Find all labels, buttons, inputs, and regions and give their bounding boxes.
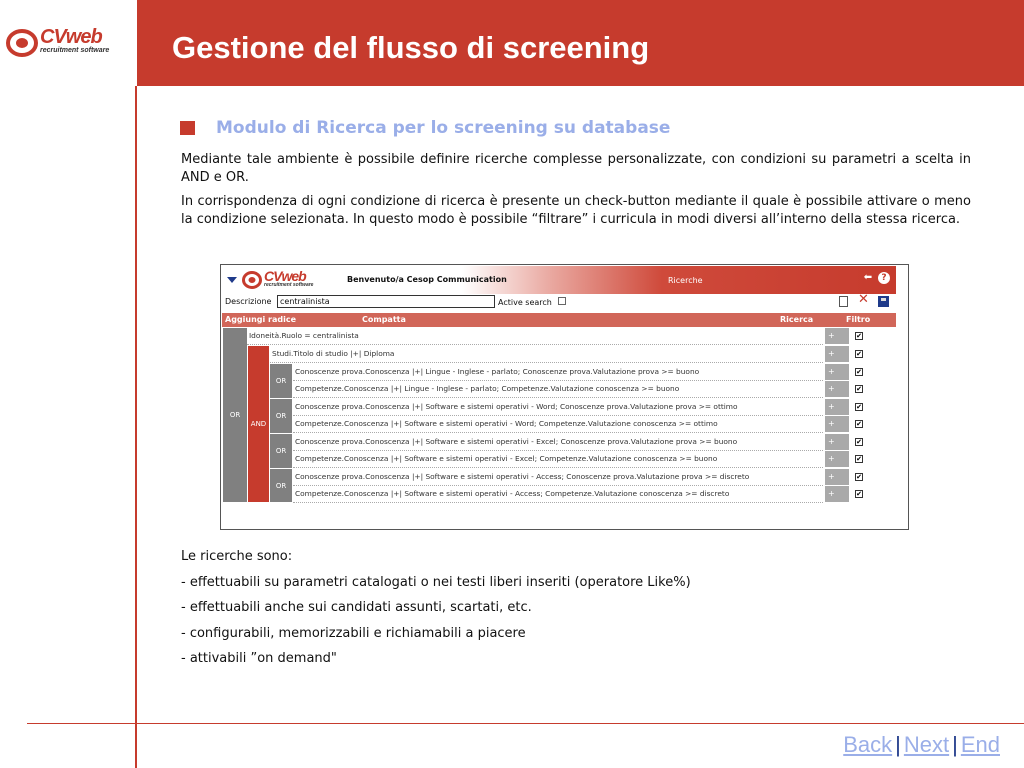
end-link[interactable]: End	[960, 732, 1000, 757]
filter-checkbox[interactable]: ✔	[856, 368, 862, 376]
condition-row[interactable]: Conoscenze prova.Conoscenza |+| Software e sistemi operativi - Word; Conoscenze prova.Valutazione prova >= ottimo	[293, 399, 823, 416]
description-label: Descrizione	[225, 297, 272, 306]
add-condition-button[interactable]: +	[825, 364, 849, 380]
operator-or[interactable]: OR	[270, 469, 292, 502]
delete-icon[interactable]: ✕	[858, 292, 869, 307]
page-title: Gestione del flusso di screening	[172, 30, 650, 65]
list-item: - configurabili, memorizzabili e richiamabili a piacere	[181, 625, 526, 641]
nav-separator: |	[895, 732, 901, 757]
condition-row[interactable]: Conoscenze prova.Conoscenza |+| Software e sistemi operativi - Excel; Conoscenze prova.Valutazione prova >= buono	[293, 434, 823, 451]
list-item: - effettuabili su parametri catalogati o nei testi liberi inseriti (operatore Like%)	[181, 574, 691, 590]
condition-row[interactable]: Conoscenze prova.Conoscenza |+| Lingue - Inglese - parlato; Conoscenze prova.Valutazione prova >= buono	[293, 364, 823, 381]
cvweb-logo	[6, 26, 132, 60]
condition-row[interactable]: Idoneità.Ruolo = centralinista	[247, 328, 823, 345]
footer-nav	[843, 732, 1000, 758]
filter-checkbox[interactable]: ✔	[856, 385, 862, 393]
logo-area	[0, 0, 137, 86]
filter-checkbox[interactable]: ✔	[856, 438, 862, 446]
nav-separator: |	[952, 732, 958, 757]
operator-or[interactable]: OR	[270, 399, 292, 433]
add-condition-button[interactable]: +	[825, 416, 849, 432]
section-bullet	[180, 121, 195, 135]
section-title: Modulo di Ricerca per lo screening su database	[216, 118, 671, 138]
add-condition-button[interactable]: +	[825, 346, 849, 362]
condition-row[interactable]: Competenze.Conoscenza |+| Software e sistemi operativi - Excel; Competenze.Valutazione conoscenza >= buono	[293, 451, 823, 468]
app-section-title: Ricerche	[668, 276, 703, 285]
add-condition-button[interactable]: +	[825, 328, 849, 344]
vertical-divider	[135, 86, 137, 768]
new-document-icon[interactable]	[839, 296, 848, 307]
filter-checkbox[interactable]: ✔	[856, 490, 862, 498]
condition-row[interactable]: Competenze.Conoscenza |+| Software e sistemi operativi - Access; Competenze.Valutazione conoscenza >= discreto	[293, 486, 823, 503]
description-input[interactable]	[277, 295, 495, 308]
next-link[interactable]: Next	[903, 732, 950, 757]
app-logo	[242, 269, 332, 291]
operator-and[interactable]: AND	[248, 346, 269, 502]
features-list	[181, 549, 691, 677]
intro-paragraph: Mediante tale ambiente è possibile definire ricerche complesse personalizzate, con condizioni su parametri a scelta in AND e OR.	[181, 152, 971, 185]
condition-row[interactable]: Conoscenze prova.Conoscenza |+| Software e sistemi operativi - Access; Conoscenze prova.Valutazione prova >= discreto	[293, 469, 823, 486]
detail-paragraph: In corrispondenza di ogni condizione di ricerca è presente un check-button mediante il quale è possibile attivare o meno la condizione selezionata. In questo modo è possibile “filtrare” i curricula in modi diversi all’interno della stessa ricerca.	[181, 194, 971, 227]
toolbar	[222, 313, 896, 327]
filter-checkbox[interactable]: ✔	[856, 455, 862, 463]
list-intro: Le ricerche sono:	[181, 549, 293, 564]
logo-swirl-icon	[6, 28, 38, 58]
add-condition-button[interactable]: +	[825, 486, 849, 502]
condition-row[interactable]: Studi.Titolo di studio |+| Diploma	[270, 346, 823, 363]
operator-or[interactable]: OR	[270, 434, 292, 468]
save-icon[interactable]	[878, 296, 889, 307]
operator-or[interactable]: OR	[270, 364, 292, 398]
filter-checkbox[interactable]: ✔	[856, 403, 862, 411]
filter-checkbox[interactable]: ✔	[856, 420, 862, 428]
logo-word: CVweb	[40, 26, 102, 48]
footer-divider	[27, 723, 1024, 724]
back-arrow-icon[interactable]: ⬅	[863, 272, 873, 283]
condition-row[interactable]: Competenze.Conoscenza |+| Software e sistemi operativi - Word; Competenze.Valutazione conoscenza >= ottimo	[293, 416, 823, 433]
add-root-button[interactable]: Aggiungi radice	[225, 315, 297, 324]
list-item: - attivabili ”on demand"	[181, 651, 337, 666]
welcome-text: Benvenuto/a Cesop Communication	[347, 275, 507, 284]
condition-row[interactable]: Competenze.Conoscenza |+| Lingue - Inglese - parlato; Competenze.Valutazione conoscenza >= buono	[293, 381, 823, 398]
search-module-screenshot	[220, 264, 909, 530]
filter-checkbox[interactable]: ✔	[856, 473, 862, 481]
add-condition-button[interactable]: +	[825, 469, 849, 485]
list-item: - effettuabili anche sui candidati assunti, scartati, etc.	[181, 600, 532, 615]
app-logo-swirl-icon	[242, 270, 262, 290]
active-search-checkbox[interactable]	[558, 297, 566, 305]
add-condition-button[interactable]: +	[825, 434, 849, 450]
add-condition-button[interactable]: +	[825, 399, 849, 415]
operator-or[interactable]: OR	[223, 328, 247, 502]
add-condition-button[interactable]: +	[825, 451, 849, 467]
logo-tagline: recruitment software	[40, 47, 110, 54]
help-icon[interactable]: ?	[878, 272, 890, 284]
filter-checkbox[interactable]: ✔	[856, 350, 862, 358]
app-header	[222, 266, 896, 294]
compact-button[interactable]: Compatta	[362, 315, 406, 324]
add-condition-button[interactable]: +	[825, 381, 849, 397]
search-column-header: Ricerca	[780, 315, 814, 324]
app-logo-word: CVweb	[264, 268, 306, 284]
app-logo-tagline: recruitment software	[264, 282, 314, 288]
filter-checkbox[interactable]: ✔	[856, 332, 862, 340]
menu-arrow-icon[interactable]	[227, 277, 237, 283]
filter-column-header: Filtro	[846, 315, 871, 324]
active-search-label: Active search	[498, 298, 552, 307]
back-link[interactable]: Back	[843, 732, 893, 757]
